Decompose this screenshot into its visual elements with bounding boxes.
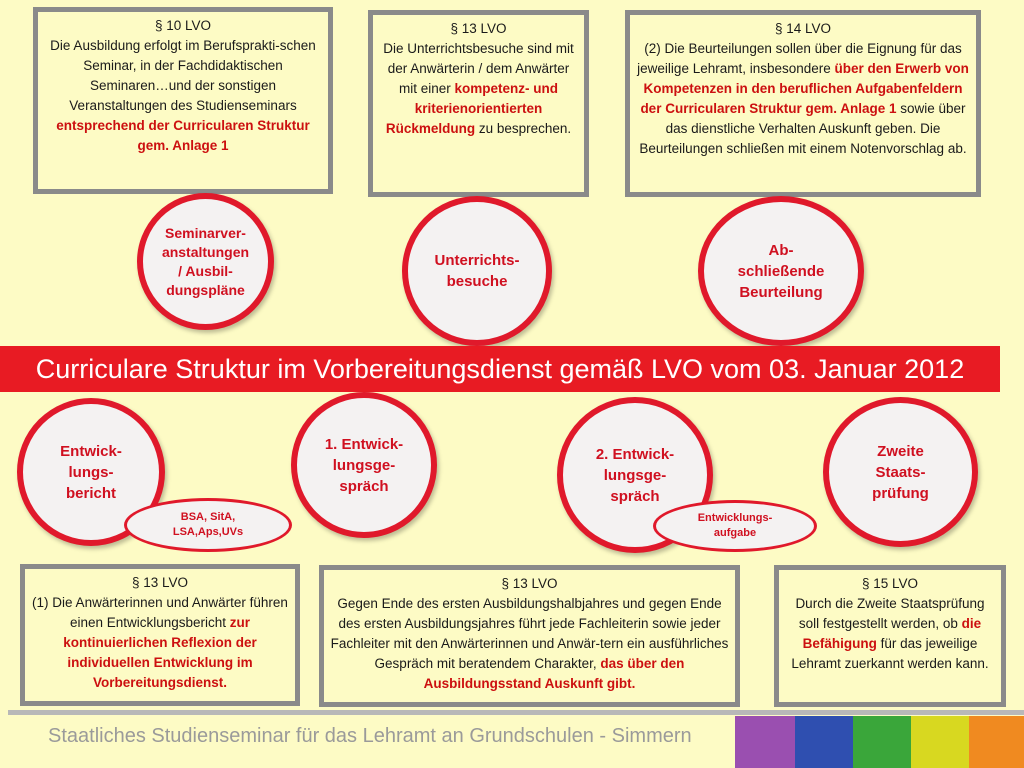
footer-text: Staatliches Studienseminar für das Lehramt an Grundschulen - Simmern <box>48 725 692 747</box>
box-highlight: zur kontinuierlichen Reflexion der individuellen Entwicklung im Vorbereitungsdienst. <box>63 615 257 690</box>
circle-unterricht <box>402 196 552 346</box>
box-paragraph-13-report <box>20 564 300 706</box>
box-text-after: für das jeweilige Lehramt zuerkannt werden kann. <box>791 636 989 671</box>
circle-label: 2. Entwick- lungsge- spräch <box>595 445 675 505</box>
box-highlight: die Befähigung <box>802 616 982 651</box>
box-ref: § 13 LVO <box>450 21 507 36</box>
box-highlight: entsprechend der Curricularen Struktur gem. Anlage 1 <box>56 118 310 153</box>
oval-label: Entwicklungs- aufgabe <box>697 512 773 539</box>
box-ref: § 13 LVO <box>501 576 558 591</box>
box-ref: § 13 LVO <box>131 575 189 590</box>
box-ref: § 10 LVO <box>154 18 212 33</box>
circle-seminar <box>137 193 274 330</box>
circle-label: Seminarver- anstaltungen / Ausbil- dungspläne <box>161 224 250 298</box>
color-strip-blue <box>795 716 853 768</box>
circle-label: Unterrichts- besuche <box>434 252 520 290</box>
box-paragraph-13-talk <box>319 565 740 707</box>
box-text-after: sowie über das dienstliche Verhalten Auskunft geben. Die Beurteilungen schließen mit einem Notenvorschlag ab. <box>639 101 967 156</box>
oval-label: BSA, SitA, LSA,Aps,UVs <box>172 511 244 538</box>
circle-pruefung <box>823 397 978 547</box>
circle-label: Ab- schließende Beurteilung <box>737 241 825 301</box>
footer-divider <box>8 710 1024 715</box>
box-highlight: über den Erwerb von Kompetenzen in den beruflichen Aufgabenfeldern der Curricularen Struktur gem. Anlage 1 <box>640 61 969 116</box>
box-text: (2) Die Beurteilungen sollen über die Eignung für das jeweilige Lehramt, insbesondere <box>637 41 962 76</box>
box-text: Durch die Zweite Staatsprüfung soll festgestellt werden, ob <box>795 596 985 631</box>
box-paragraph-14 <box>625 10 981 197</box>
color-strip-yellow <box>911 716 969 768</box>
box-highlight: das über den Ausbildungsstand Auskunft gibt. <box>423 656 685 691</box>
box-paragraph-13-visits <box>368 10 589 197</box>
box-text: Die Ausbildung erfolgt im Berufsprakti-schen Seminar, in der Fachdidaktischen Seminaren…und der sonstigen Veranstaltungen des Studienseminars <box>50 38 316 113</box>
box-text: Gegen Ende des ersten Ausbildungshalbjahres und gegen Ende des ersten Ausbildungsjahres führt jede Fachleiterin sowie jeder Fachleiter mit den Anwärterinnen und Anwär-tern ein ausführliches Gespräch mit beratendem Charakter, <box>330 596 729 671</box>
color-strip-green <box>853 716 911 768</box>
title-banner: Curriculare Struktur im Vorbereitungsdienst gemäß LVO vom 03. Januar 2012 <box>0 346 1000 392</box>
box-text: (1) Die Anwärterinnen und Anwärter führen einen Entwicklungsbericht <box>32 595 288 630</box>
circle-label: 1. Entwick- lungsge- spräch <box>324 435 404 495</box>
circle-label: Zweite Staats- prüfung <box>872 442 929 502</box>
circle-beurteilung <box>698 196 864 346</box>
box-text-after: zu besprechen. <box>475 121 572 136</box>
box-paragraph-15 <box>774 565 1006 707</box>
oval-bsa <box>124 498 292 552</box>
box-paragraph-10 <box>33 7 333 194</box>
oval-aufgabe <box>653 500 817 552</box>
circle-gespraech-1 <box>291 392 437 538</box>
box-text: Die Unterrichtsbesuche sind mit der Anwärterin / dem Anwärter mit einer <box>383 41 574 96</box>
box-ref: § 14 LVO <box>774 21 832 36</box>
circle-label: Entwick- lungs- bericht <box>60 442 122 502</box>
box-highlight: kompetenz- und kriterienorientierten Rückmeldung <box>385 81 559 136</box>
color-strip-purple <box>735 716 795 768</box>
color-strip-orange <box>969 716 1024 768</box>
box-ref: § 15 LVO <box>861 576 919 591</box>
